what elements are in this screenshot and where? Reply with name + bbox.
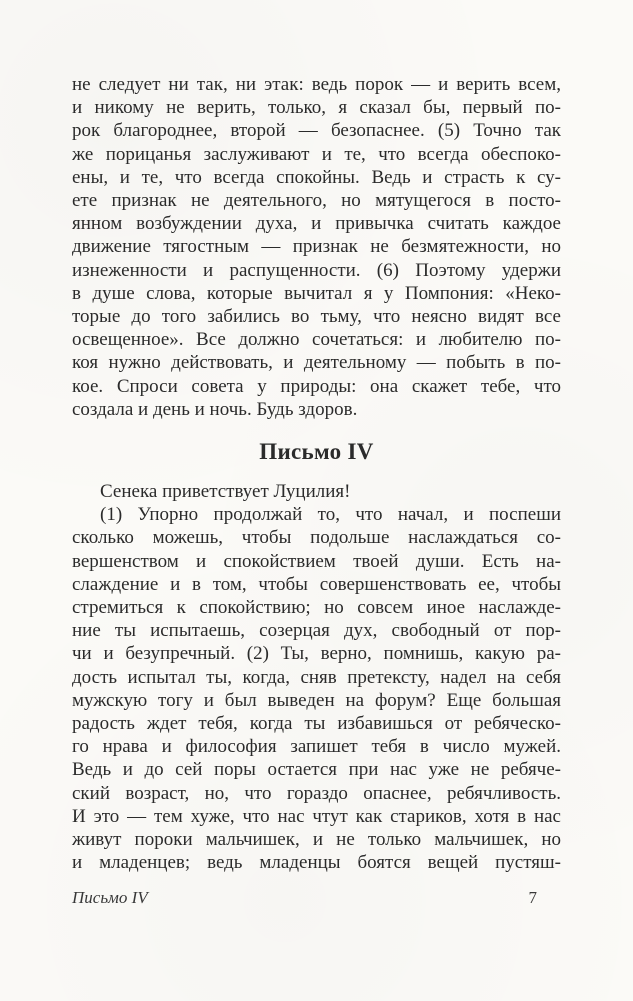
text-line: ете признак не деятельного, но мятущегося в посто- <box>72 190 561 212</box>
text-line: вершенством и спокойствием твоей души. Есть на- <box>72 550 561 572</box>
text-line: мужскую тогу и был выведен на форум? Еще большая <box>72 689 561 711</box>
page-text-block <box>72 73 561 875</box>
text-line: освещенное». Все должно сочетаться: и любителю по- <box>72 329 561 351</box>
text-line: живут пороки мальчишек, и не только мальчишек, но <box>72 829 561 851</box>
text-line: кое. Спроси совета у природы: она скажет тебе, что <box>72 375 561 397</box>
paragraph-salutation <box>72 480 561 503</box>
text-line: Сенека приветствует Луцилия! <box>100 481 351 503</box>
running-title: Письмо IV <box>72 888 148 907</box>
text-line: не следует ни так, ни этак: ведь порок — и верить всем, <box>72 74 561 95</box>
text-line: Ведь и до сей поры остается при нас уже не ребяче- <box>72 759 561 781</box>
text-line: янном возбуждении духа, и привычка считать каждое <box>72 213 561 235</box>
text-line: стремиться к спокойствию; но совсем иное наслажде- <box>72 597 561 619</box>
text-line: же порицанья заслуживают и те, что всегда обеспоко- <box>72 143 561 165</box>
text-line: изнеженности и распущенности. (6) Поэтому удержи <box>72 259 561 281</box>
text-line: ены, и те, что всегда спокойны. Ведь и страсть к су- <box>72 166 561 188</box>
text-line: в душе слова, которые вычитал я у Помпония: «Неко- <box>72 282 561 304</box>
text-line: сколько можешь, чтобы подольше наслаждаться со- <box>72 527 561 549</box>
text-line: рок благороднее, второй — безопаснее. (5) Точно так <box>72 120 561 142</box>
text-line: коя нужно действовать, и деятельному — побыть в по- <box>72 352 561 374</box>
text-line: чи и безупречный. (2) Ты, верно, помнишь, какую ра- <box>72 643 561 665</box>
text-line: движение тягостным — признак не безмятежности, но <box>72 236 561 258</box>
text-line: слаждение и в том, чтобы совершенствовать ее, чтобы <box>72 573 561 595</box>
text-line: создала и день и ночь. Будь здоров. <box>72 398 358 420</box>
paragraph-letter3-conclusion <box>72 73 561 421</box>
text-line: дость испытал ты, когда, сняв претексту, надел на себя <box>72 666 561 688</box>
page-number: 7 <box>528 888 537 907</box>
text-line: И это — тем хуже, что нас чтут как стариков, хотя в нас <box>72 805 561 827</box>
text-line: ние ты испытаешь, созерцая дух, свободный от пор- <box>72 620 561 642</box>
letter-heading: Письмо IV <box>259 439 374 465</box>
text-line: радость ждет тебя, когда ты избавишься от ребяческо- <box>72 713 561 735</box>
paragraph-letter4-body <box>72 503 561 874</box>
text-line: и младенцев; ведь младенцы боятся вещей пустяш- <box>72 852 561 874</box>
text-line: (1) Упорно продолжай то, что начал, и поспеши <box>100 504 561 526</box>
text-line: и никому не верить, только, я сказал бы, первый по- <box>72 97 561 119</box>
text-line: торые до того забились во тьму, что неясно видят все <box>72 306 561 328</box>
text-line: ский возраст, но, что гораздо опаснее, ребячливость. <box>72 782 561 804</box>
page-footer <box>72 888 561 908</box>
text-line: го нрава и философия запишет тебя в число мужей. <box>72 736 561 758</box>
